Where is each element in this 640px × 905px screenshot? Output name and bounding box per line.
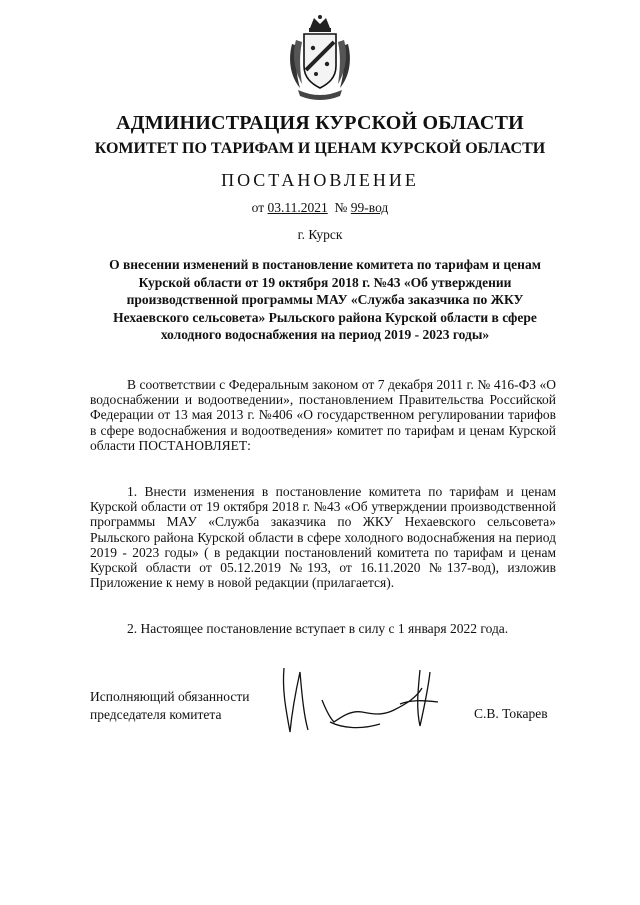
administration-title: АДМИНИСТРАЦИЯ КУРСКОЙ ОБЛАСТИ [116, 112, 524, 134]
document-type: ПОСТАНОВЛЕНИЕ [221, 170, 419, 190]
preamble-paragraph: В соответствии с Федеральным законом от 7 декабря 2011 г. № 416-ФЗ «О водоснабжении и водоотведении», постановлением Правительства Российской Федерации от 13 мая 2013 г. №406 «О государственном регулировании тарифов в сфере водоснабжения и водоотведения» комитет по тарифам и ценам Курской области ПОСТАНОВЛЯЕТ: [90, 377, 556, 453]
date-prefix: от [251, 200, 265, 215]
document-date-line [0, 200, 640, 216]
position-line-2: председателя комитета [90, 707, 222, 722]
committee-title: КОМИТЕТ ПО ТАРИФАМ И ЦЕНАМ КУРСКОЙ ОБЛАСТИ [94, 140, 546, 157]
coat-of-arms-emblem [286, 14, 354, 100]
document-subject: О внесении изменений в постановление комитета по тарифам и ценам Курской области от 19 октября 2018 г. №43 «Об утверждении производственной программы МАУ «Служба заказчика по ЖКУ Нехаевского сельсовета» Рыльского района Курской области в сфере холодного водоснабжения на период 2019 - 2023 годы» [109, 257, 541, 343]
number-prefix: № [334, 200, 348, 215]
position-line-1: Исполняющий обязанности [90, 689, 250, 704]
item-2-paragraph: 2. Настоящее постановление вступает в силу с 1 января 2022 года. [127, 621, 509, 636]
signatory-position [90, 688, 249, 724]
city: г. Курск [297, 227, 343, 242]
item-1-paragraph: 1. Внести изменения в постановление комитета по тарифам и ценам Курской области от 19 октября 2018 г. №43 «Об утверждении производственной программы МАУ «Служба заказчика по ЖКУ Нехаевского сельсовета» Рыльского района Курской области в сфере холодного водоснабжения на период 2019 - 2023 годы» ( в редакции постановлений комитета по тарифам и ценам Курской области от 05.12.2019 №193, от 16.11.2020 №137-вод), изложив Приложение к нему в новой редакции (прилагается). [90, 484, 556, 591]
signatory-name: С.В. Токарев [474, 706, 548, 721]
document-date: 03.11.2021 [267, 200, 328, 215]
handwritten-signature [270, 660, 460, 740]
document-number: 99-вод [350, 200, 389, 215]
